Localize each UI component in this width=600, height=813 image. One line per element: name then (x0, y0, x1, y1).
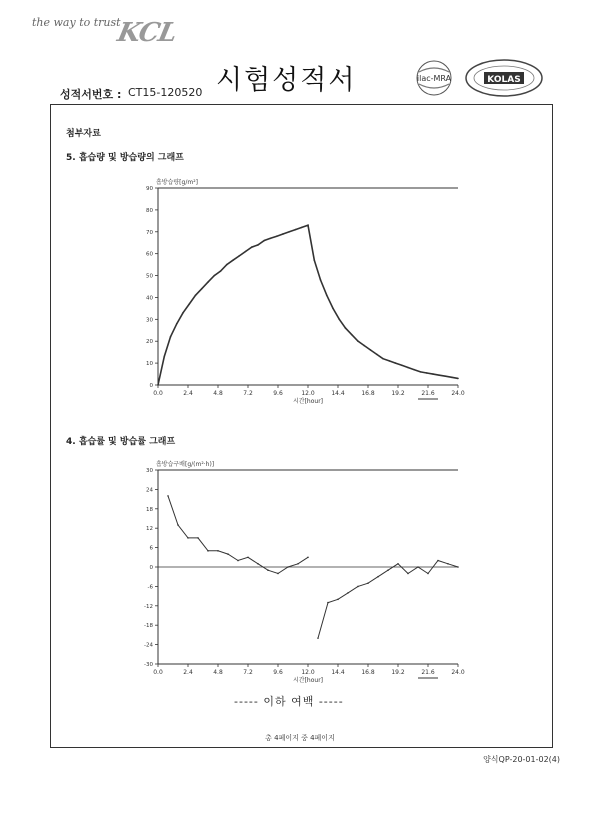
x-tick-label: 21.6 (421, 390, 435, 397)
x-tick-label: 19.2 (391, 669, 405, 676)
data-point (457, 378, 459, 380)
data-point (388, 360, 390, 362)
data-point (438, 374, 440, 376)
x-tick-label: 2.4 (183, 669, 193, 676)
kolas-text: KOLAS (487, 75, 521, 85)
x-tick-label: 4.8 (213, 390, 223, 397)
kolas-seal (466, 60, 542, 96)
x-tick-label: 19.2 (391, 390, 405, 397)
y-tick-label: 0 (149, 565, 153, 571)
data-point (282, 233, 284, 235)
data-point (226, 264, 228, 266)
data-point (413, 369, 415, 371)
x-tick-label: 7.2 (243, 669, 253, 676)
data-point (451, 377, 453, 379)
end-of-report-note: ----- 이하 여백 ----- (234, 695, 344, 708)
data-point (187, 537, 189, 539)
data-point (363, 345, 365, 347)
data-point (327, 602, 329, 604)
data-point (313, 259, 315, 261)
y-axis-label: 흡방습량[g/m²] (156, 179, 198, 186)
y-tick-label: 6 (149, 545, 153, 552)
y-tick-label: 0 (149, 383, 153, 389)
data-point (345, 327, 347, 329)
data-point (357, 340, 359, 342)
chart-absorption-amount (140, 170, 470, 410)
y-tick-label: -24 (144, 642, 153, 649)
y-tick-label: 20 (146, 339, 153, 346)
accreditation-seals (408, 58, 548, 102)
data-point (176, 323, 178, 325)
data-point (287, 566, 289, 568)
data-point (377, 576, 379, 578)
data-point (195, 294, 197, 296)
y-tick-label: 70 (146, 229, 153, 236)
document-title: 시험성적서 (216, 65, 357, 96)
data-point (432, 373, 434, 375)
data-point (445, 375, 447, 377)
data-point (351, 334, 353, 336)
data-point (447, 563, 449, 565)
data-point (232, 259, 234, 261)
section-title-absorption-rate: 4. 흡습률 및 방습률 그래프 (66, 437, 176, 447)
x-tick-label: 2.4 (183, 390, 193, 397)
data-point (307, 224, 309, 226)
data-point (338, 319, 340, 321)
chart-absorption-rate (140, 452, 470, 688)
data-point (263, 240, 265, 242)
data-point (387, 569, 389, 571)
data-point (332, 308, 334, 310)
x-tick-label: 0.0 (153, 390, 163, 397)
data-point (417, 566, 419, 568)
y-tick-label: 10 (146, 361, 153, 368)
x-tick-label: 16.8 (361, 669, 375, 676)
data-point (320, 279, 322, 281)
data-point (277, 573, 279, 575)
y-tick-label: 30 (146, 317, 153, 324)
data-point (227, 553, 229, 555)
data-point (182, 312, 184, 314)
data-point (163, 356, 165, 358)
data-point (217, 550, 219, 552)
data-point (420, 371, 422, 373)
data-point (276, 235, 278, 237)
x-tick-label: 12.0 (301, 669, 315, 676)
data-point (157, 384, 159, 386)
data-point (407, 367, 409, 369)
data-series-line (168, 496, 308, 574)
data-point (201, 288, 203, 290)
x-tick-label: 14.4 (331, 390, 345, 397)
x-tick-label: 4.8 (213, 669, 223, 676)
y-tick-label: 60 (146, 251, 153, 258)
x-tick-label: 16.8 (361, 390, 375, 397)
data-point (426, 372, 428, 374)
data-point (251, 246, 253, 248)
ilac-mra-seal (417, 61, 452, 95)
data-series-line (158, 225, 458, 385)
x-tick-label: 24.0 (451, 669, 465, 676)
x-tick-label: 9.6 (273, 390, 283, 397)
data-point (407, 573, 409, 575)
data-point (207, 281, 209, 283)
x-tick-label: 21.6 (421, 669, 435, 676)
y-tick-label: 30 (146, 468, 153, 474)
data-point (188, 303, 190, 305)
data-point (307, 557, 309, 559)
data-point (245, 251, 247, 253)
data-point (301, 227, 303, 229)
data-point (257, 563, 259, 565)
x-tick-label: 9.6 (273, 669, 283, 676)
data-point (167, 495, 169, 497)
data-point (367, 582, 369, 584)
y-tick-label: 40 (146, 295, 153, 302)
data-point (247, 557, 249, 559)
data-point (437, 560, 439, 562)
data-point (170, 336, 172, 338)
data-point (317, 637, 319, 639)
data-point (395, 362, 397, 364)
brand-logo: KCL (114, 18, 180, 48)
y-tick-label: 18 (146, 506, 153, 513)
data-point (295, 229, 297, 231)
x-tick-label: 24.0 (451, 390, 465, 397)
data-point (326, 294, 328, 296)
data-point (207, 550, 209, 552)
y-tick-label: 24 (146, 487, 153, 494)
y-tick-label: 50 (146, 273, 153, 280)
form-number: 양식QP-20-01-02(4) (483, 755, 560, 764)
y-tick-label: 12 (146, 526, 153, 533)
data-point (197, 537, 199, 539)
data-point (297, 563, 299, 565)
data-point (267, 569, 269, 571)
section-title-absorption-amount: 5. 흡습량 및 방습량의 그래프 (66, 153, 184, 163)
x-tick-label: 14.4 (331, 669, 345, 676)
data-point (213, 275, 215, 277)
data-point (370, 349, 372, 351)
y-tick-label: -30 (144, 662, 153, 668)
x-tick-label: 7.2 (243, 390, 253, 397)
data-point (257, 244, 259, 246)
data-point (357, 586, 359, 588)
data-point (238, 255, 240, 257)
data-point (337, 599, 339, 601)
x-axis-label: 시간[hour] (292, 398, 324, 405)
y-tick-label: 80 (146, 207, 153, 214)
brand-slogan: the way to trust (32, 16, 121, 29)
y-axis-label: 흡방습구배[g/(m²·h)] (156, 461, 215, 468)
page-info: 총 4페이지 중 4페이지 (265, 734, 335, 742)
data-point (288, 231, 290, 233)
data-point (177, 524, 179, 526)
cert-number-label: 성적서번호 : (60, 88, 122, 101)
x-axis-label: 시간[hour] (292, 677, 324, 684)
ilac-mra-text: ilac-MRA (416, 74, 452, 83)
cert-number-value: CT15-120520 (128, 86, 203, 99)
data-point (457, 566, 459, 568)
data-point (270, 238, 272, 240)
y-tick-label: -6 (147, 584, 153, 591)
x-tick-label: 12.0 (301, 390, 315, 397)
data-series-line (318, 561, 458, 639)
data-point (427, 573, 429, 575)
attachment-label: 첨부자료 (66, 129, 101, 139)
data-point (347, 592, 349, 594)
data-point (376, 354, 378, 356)
x-tick-label: 0.0 (153, 669, 163, 676)
data-point (401, 365, 403, 367)
y-tick-label: -18 (144, 623, 153, 630)
data-point (382, 358, 384, 360)
data-point (237, 560, 239, 562)
data-point (220, 270, 222, 272)
y-tick-label: 90 (146, 186, 153, 192)
y-tick-label: -12 (144, 603, 153, 610)
data-point (397, 563, 399, 565)
